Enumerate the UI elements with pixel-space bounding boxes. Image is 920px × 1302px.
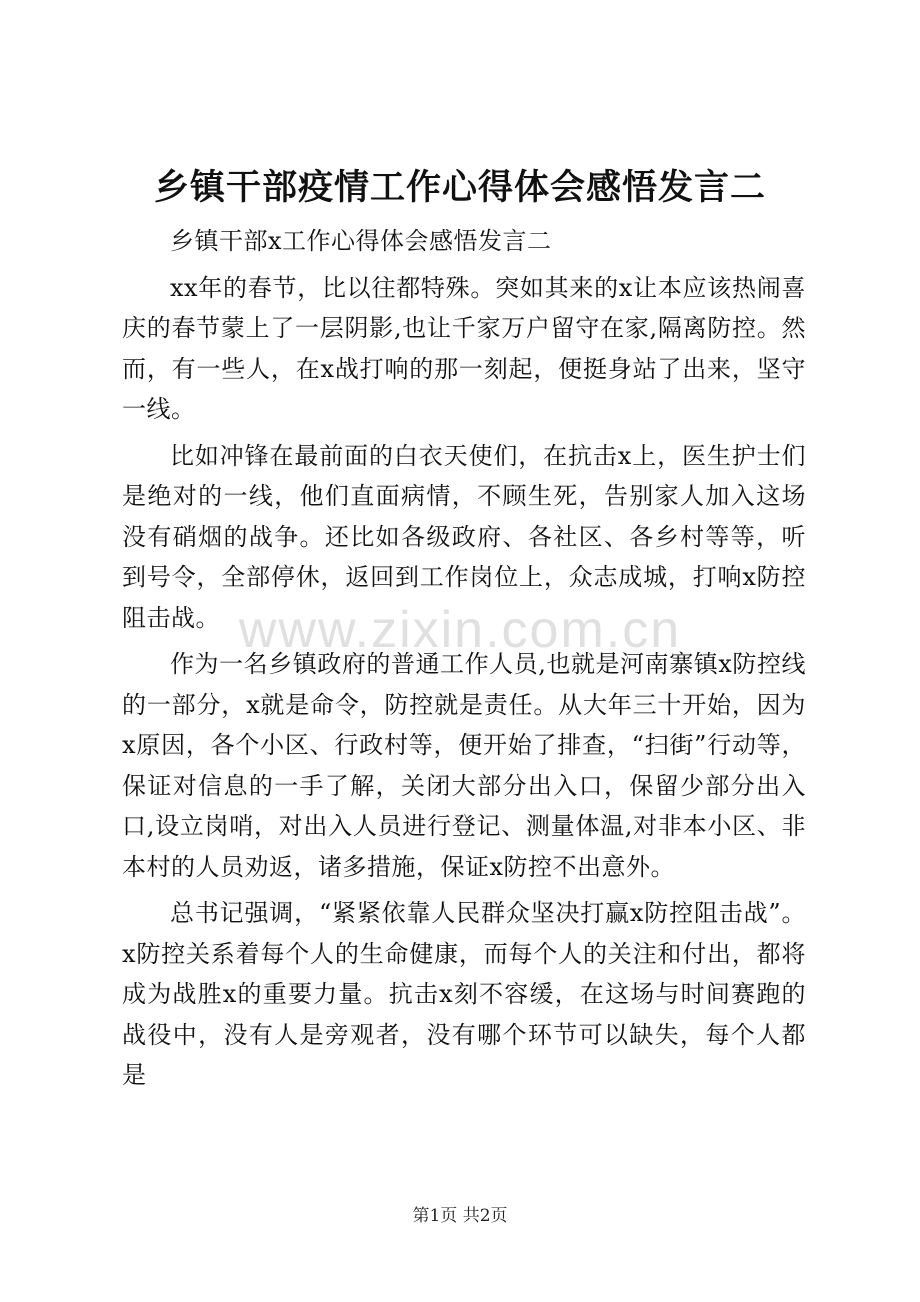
paragraph: 作为一名乡镇政府的普通工作人员,也就是河南寨镇x防控线的一部分，x就是命令，防控就是责任。从大年三十开始，因为x原因，各个小区、行政村等，便开始了排查，“扫街”行动等，保证对信息的一手了解，关闭大部分出入口，保留少部分出入口,设立岗哨，对出入人员进行登记、测量体温,对非本小区、非本村的人员劝返，诸多措施，保证x防控不出意外。: [122, 650, 806, 881]
watermark: www.zixin.com.cn: [238, 601, 682, 659]
document-title: 乡镇干部疫情工作心得体会感悟发言二: [153, 167, 766, 208]
paragraph-subtitle: 乡镇干部x工作心得体会感悟发言二: [170, 227, 552, 255]
paragraph: 比如冲锋在最前面的白衣天使们，在抗击x上，医生护士们是绝对的一线，他们直面病情，不顾生死，告别家人加入这场没有硝烟的战争。还比如各级政府、各社区、各乡村等等，听到号令，全部停休，返回到工作岗位上，众志成城，打响x防控阻击战。: [122, 441, 806, 632]
paragraph: 总书记强调，“紧紧依靠人民群众坚决打赢x防控阻击战”。x防控关系着每个人的生命健康，而每个人的关注和付出，都将成为战胜x的重要力量。抗击x刻不容缓，在这场与时间赛跑的战役中，没有人是旁观者，没有哪个环节可以缺失，每个人都是: [122, 899, 806, 1089]
document-body: [122, 221, 806, 1096]
paragraph: xx年的春节，比以往都特殊。突如其来的x让本应该热闹喜庆的春节蒙上了一层阴影,也让千家万户留守在家,隔离防控。然而，有一些人，在x战打响的那一刻起，便挺身站了出来，坚守一线。: [122, 273, 806, 423]
page-footer: 第1页 共2页: [412, 1206, 508, 1226]
